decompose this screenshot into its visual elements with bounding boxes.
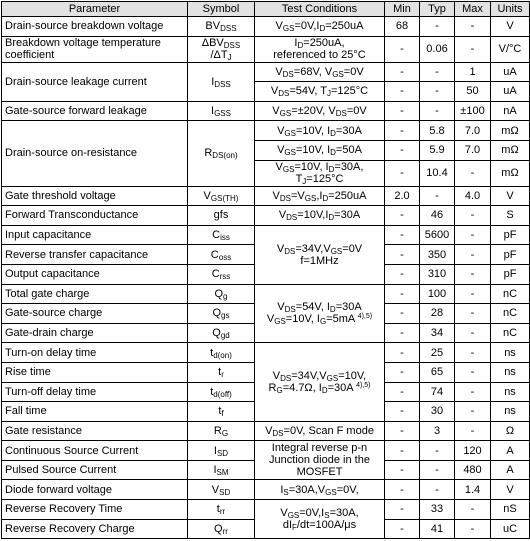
max-cell: - — [455, 519, 491, 539]
min-cell: - — [385, 140, 420, 160]
symbol-cell: $R_G$ — [188, 421, 255, 441]
table-row — [2, 101, 530, 121]
min-cell: - — [385, 82, 420, 102]
param-cell: Reverse Recovery Time — [2, 500, 188, 520]
min-cell: - — [385, 101, 420, 121]
min-cell: - — [385, 206, 420, 226]
typ-cell: - — [420, 101, 455, 121]
symbol-cell: $Q_{rr}$ — [188, 519, 255, 539]
typ-cell: 5.8 — [420, 121, 455, 141]
unit-cell: V — [491, 186, 530, 206]
max-cell: - — [455, 245, 491, 265]
table-row — [2, 62, 530, 82]
param-cell: Drain-source leakage current — [2, 62, 188, 101]
condition-cell: $V_{DS}=34V,V_{GS}=10V$, $R_G=4.7\Omega$, $I_D=30A$ $^{4),5)}$ — [255, 343, 385, 421]
unit-cell: nC — [491, 284, 530, 304]
typ-cell: - — [420, 460, 455, 480]
condition-cell: $V_{GS}=10V$, $I_D=30A$, $T_J=125^\circ C$ — [255, 160, 385, 186]
table-row — [2, 421, 530, 441]
electrical-characteristics-table — [1, 1, 530, 539]
symbol-cell: $I_{SM}$ — [188, 460, 255, 480]
unit-cell: V/°C — [491, 36, 530, 62]
typ-cell: 74 — [420, 382, 455, 402]
typ-cell: 10.4 — [420, 160, 455, 186]
typ-cell: - — [420, 186, 455, 206]
typ-cell: 28 — [420, 304, 455, 324]
typ-cell: 3 — [420, 421, 455, 441]
min-cell: - — [385, 62, 420, 82]
max-cell: - — [455, 304, 491, 324]
typ-cell: 5.9 — [420, 140, 455, 160]
typ-cell: 30 — [420, 402, 455, 422]
header-typ: Typ — [420, 2, 455, 17]
condition-cell: $V_{DS}=54V$, $T_J=125^\circ C$ — [255, 82, 385, 102]
typ-cell: - — [420, 82, 455, 102]
param-cell: Gate-source forward leakage — [2, 101, 188, 121]
symbol-cell: $V_{GS(TH)}$ — [188, 186, 255, 206]
symbol-cell: $C_{rss}$ — [188, 264, 255, 284]
max-cell: - — [455, 206, 491, 226]
symbol-cell: $t_f$ — [188, 402, 255, 422]
unit-cell: Ω — [491, 421, 530, 441]
symbol-cell: $Q_{gs}$ — [188, 304, 255, 324]
unit-cell: mΩ — [491, 160, 530, 186]
typ-cell: 34 — [420, 323, 455, 343]
condition-cell: $V_{GS}=10V$, $I_D=30A$ — [255, 121, 385, 141]
unit-cell: uA — [491, 82, 530, 102]
min-cell: - — [385, 284, 420, 304]
symbol-cell: $BV_{DSS}$ — [188, 17, 255, 37]
typ-cell: 41 — [420, 519, 455, 539]
unit-cell: uC — [491, 519, 530, 539]
symbol-cell: $Q_g$ — [188, 284, 255, 304]
max-cell: ±100 — [455, 101, 491, 121]
param-cell: Turn-on delay time — [2, 343, 188, 363]
typ-cell: - — [420, 62, 455, 82]
typ-cell: - — [420, 17, 455, 37]
symbol-cell: gfs — [188, 206, 255, 226]
typ-cell: 5600 — [420, 225, 455, 245]
table-row — [2, 206, 530, 226]
condition-cell: $V_{GS}=10V$, $I_D=50A$ — [255, 140, 385, 160]
unit-cell: nC — [491, 323, 530, 343]
condition-cell: $I_D=250uA$, referenced to 25°C — [255, 36, 385, 62]
typ-cell: 350 — [420, 245, 455, 265]
unit-cell: nS — [491, 500, 530, 520]
header-row — [2, 2, 530, 17]
min-cell: - — [385, 519, 420, 539]
unit-cell: S — [491, 206, 530, 226]
unit-cell: ns — [491, 382, 530, 402]
table-row — [2, 186, 530, 206]
max-cell: - — [455, 421, 491, 441]
max-cell: - — [455, 323, 491, 343]
condition-cell: Integral reverse p-n Junction diode in the MOSFET — [255, 441, 385, 480]
param-cell: Reverse Recovery Charge — [2, 519, 188, 539]
unit-cell: uA — [491, 62, 530, 82]
max-cell: - — [455, 225, 491, 245]
max-cell: - — [455, 36, 491, 62]
min-cell: - — [385, 500, 420, 520]
table-row — [2, 441, 530, 461]
condition-cell: $V_{DS}=34V,V_{GS}=0V$ f=1MHz — [255, 225, 385, 284]
min-cell: - — [385, 304, 420, 324]
param-cell: Turn-off delay time — [2, 382, 188, 402]
min-cell: - — [385, 323, 420, 343]
symbol-cell: $t_{d(off)}$ — [188, 382, 255, 402]
param-cell: Input capacitance — [2, 225, 188, 245]
table-row — [2, 121, 530, 141]
min-cell: - — [385, 421, 420, 441]
condition-cell: $V_{GS}=0V,I_D=250uA$ — [255, 17, 385, 37]
table-row — [2, 36, 530, 62]
max-cell: - — [455, 160, 491, 186]
table-row — [2, 480, 530, 500]
min-cell: - — [385, 225, 420, 245]
header-test-conditions: Test Conditions — [255, 2, 385, 17]
unit-cell: mΩ — [491, 121, 530, 141]
unit-cell: ns — [491, 402, 530, 422]
header-max: Max — [455, 2, 491, 17]
param-cell: Forward Transconductance — [2, 206, 188, 226]
typ-cell: 33 — [420, 500, 455, 520]
symbol-cell: $C_{iss}$ — [188, 225, 255, 245]
table-row — [2, 500, 530, 520]
max-cell: 7.0 — [455, 121, 491, 141]
min-cell: - — [385, 402, 420, 422]
symbol-cell: $C_{oss}$ — [188, 245, 255, 265]
symbol-cell: $V_{SD}$ — [188, 480, 255, 500]
table-row — [2, 17, 530, 37]
unit-cell: V — [491, 480, 530, 500]
typ-cell: 100 — [420, 284, 455, 304]
typ-cell: 46 — [420, 206, 455, 226]
min-cell: 68 — [385, 17, 420, 37]
typ-cell: 25 — [420, 343, 455, 363]
unit-cell: pF — [491, 264, 530, 284]
typ-cell: - — [420, 441, 455, 461]
header-min: Min — [385, 2, 420, 17]
table-row — [2, 284, 530, 304]
min-cell: - — [385, 264, 420, 284]
param-cell: Reverse transfer capacitance — [2, 245, 188, 265]
min-cell: - — [385, 362, 420, 382]
symbol-cell: $t_{rr}$ — [188, 500, 255, 520]
symbol-cell: $Q_{gd}$ — [188, 323, 255, 343]
condition-cell: $V_{GS}=\pm 20V$, $V_{DS}=0V$ — [255, 101, 385, 121]
max-cell: - — [455, 343, 491, 363]
unit-cell: A — [491, 460, 530, 480]
param-cell: Pulsed Source Current — [2, 460, 188, 480]
param-cell: Gate resistance — [2, 421, 188, 441]
condition-cell: $V_{GS}=0V,I_S=30A$, $dI_F/dt=100A/\mu s$ — [255, 500, 385, 539]
condition-cell: $V_{DS}=68V$, $V_{GS}=0V$ — [255, 62, 385, 82]
typ-cell: 310 — [420, 264, 455, 284]
symbol-cell: $R_{DS(on)}$ — [188, 121, 255, 186]
max-cell: - — [455, 402, 491, 422]
max-cell: 1 — [455, 62, 491, 82]
symbol-cell: $t_r$ — [188, 362, 255, 382]
max-cell: 4.0 — [455, 186, 491, 206]
unit-cell: ns — [491, 343, 530, 363]
param-cell: Total gate charge — [2, 284, 188, 304]
min-cell: 2.0 — [385, 186, 420, 206]
unit-cell: A — [491, 441, 530, 461]
unit-cell: nA — [491, 101, 530, 121]
symbol-cell: $\Delta BV_{DSS}$ $/\Delta T_J$ — [188, 36, 255, 62]
param-cell: Drain-source on-resistance — [2, 121, 188, 186]
max-cell: 50 — [455, 82, 491, 102]
condition-cell: $V_{DS}=54V$, $I_D=30A$ $V_{GS}=10V$, $I_G=5mA$ $^{4),5)}$ — [255, 284, 385, 343]
param-cell: Breakdown voltage temperature coefficient — [2, 36, 188, 62]
unit-cell: mΩ — [491, 140, 530, 160]
symbol-cell: $t_{d(on)}$ — [188, 343, 255, 363]
max-cell: - — [455, 362, 491, 382]
param-cell: Gate threshold voltage — [2, 186, 188, 206]
header-parameter: Parameter — [2, 2, 188, 17]
condition-cell: $V_{DS}=0V$, Scan F mode — [255, 421, 385, 441]
symbol-cell: $I_{GSS}$ — [188, 101, 255, 121]
table-row — [2, 343, 530, 363]
unit-cell: V — [491, 17, 530, 37]
max-cell: 480 — [455, 460, 491, 480]
typ-cell: - — [420, 480, 455, 500]
header-units: Units — [491, 2, 530, 17]
max-cell: 7.0 — [455, 140, 491, 160]
param-cell: Continuous Source Current — [2, 441, 188, 461]
param-cell: Output capacitance — [2, 264, 188, 284]
min-cell: - — [385, 441, 420, 461]
param-cell: Rise time — [2, 362, 188, 382]
symbol-cell: $I_{SD}$ — [188, 441, 255, 461]
param-cell: Gate-drain charge — [2, 323, 188, 343]
unit-cell: pF — [491, 245, 530, 265]
symbol-cell: $I_{DSS}$ — [188, 62, 255, 101]
unit-cell: pF — [491, 225, 530, 245]
max-cell: - — [455, 382, 491, 402]
condition-cell: $V_{DS}=10V,I_D=30A$ — [255, 206, 385, 226]
min-cell: - — [385, 245, 420, 265]
typ-cell: 0.06 — [420, 36, 455, 62]
min-cell: - — [385, 382, 420, 402]
max-cell: - — [455, 500, 491, 520]
unit-cell: nC — [491, 304, 530, 324]
min-cell: - — [385, 121, 420, 141]
max-cell: 120 — [455, 441, 491, 461]
min-cell: - — [385, 343, 420, 363]
typ-cell: 65 — [420, 362, 455, 382]
max-cell: 1.4 — [455, 480, 491, 500]
min-cell: - — [385, 460, 420, 480]
param-cell: Fall time — [2, 402, 188, 422]
header-symbol: Symbol — [188, 2, 255, 17]
max-cell: - — [455, 284, 491, 304]
table-row — [2, 225, 530, 245]
condition-cell: $I_S=30A,V_{GS}=0V$, — [255, 480, 385, 500]
param-cell: Drain-source breakdown voltage — [2, 17, 188, 37]
param-cell: Diode forward voltage — [2, 480, 188, 500]
min-cell: - — [385, 160, 420, 186]
max-cell: - — [455, 17, 491, 37]
max-cell: - — [455, 264, 491, 284]
condition-cell: $V_{DS}=V_{GS},I_D=250uA$ — [255, 186, 385, 206]
param-cell: Gate-source charge — [2, 304, 188, 324]
min-cell: - — [385, 480, 420, 500]
min-cell: - — [385, 36, 420, 62]
unit-cell: ns — [491, 362, 530, 382]
